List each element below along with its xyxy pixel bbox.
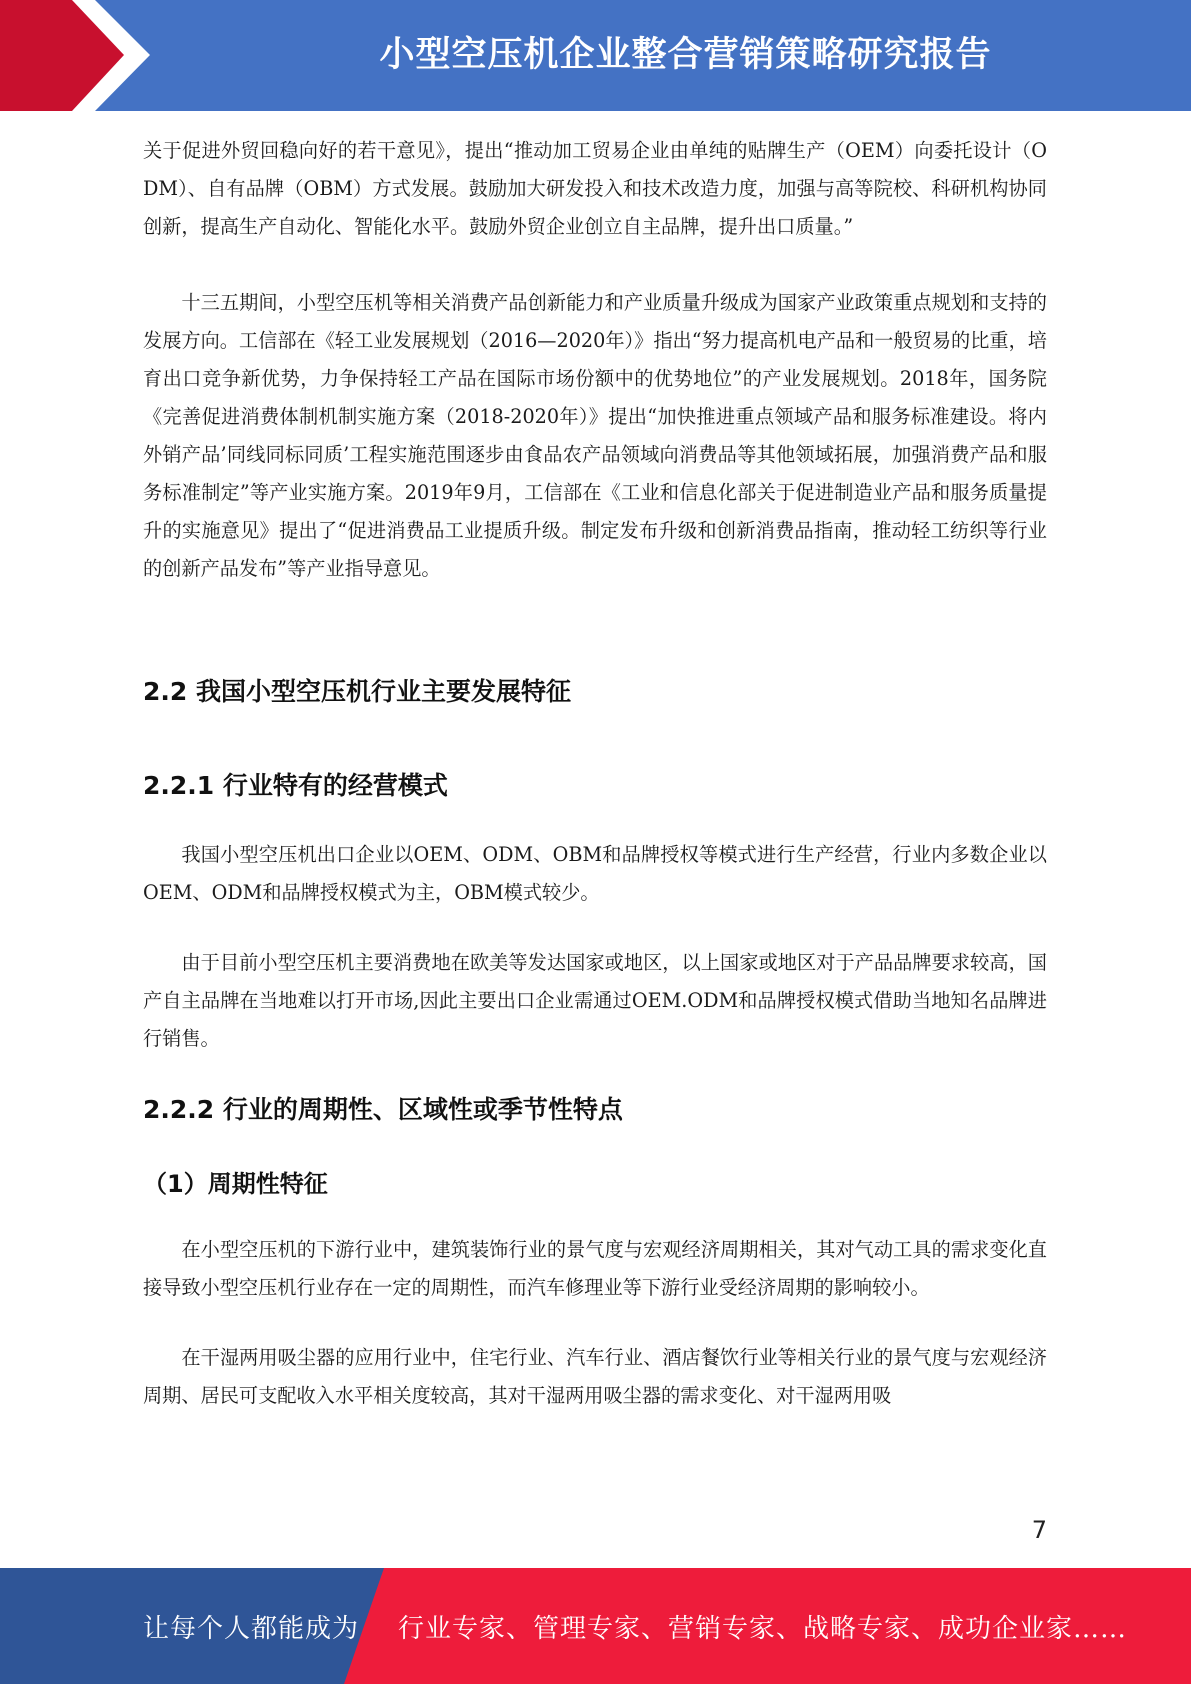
footer-slogan-right: 行业专家、管理专家、营销专家、战略专家、成功企业家…… (398, 1613, 1128, 1644)
report-title: 小型空压机企业整合营销策略研究报告 (379, 35, 992, 75)
paragraph: 十三五期间，小型空压机等相关消费产品创新能力和产业质量升级成为国家产业政策重点规划和支持的发展方向。工信部在《轻工业发展规划（2016—2020年）》指出“努力提高机电产品和一般贸易的比重，培育出口竞争新优势，力争保持轻工产品在国际市场份额中的优势地位”的产业发展规划。2018年，国务院《完善促进消费体制机制实施方案（2018-2020年）》提出“加快推进重点领域产品和服务标准建设。将内外销产品’同线同标同质’工程实施范围逐步由食品农产品领域向消费品等其他领域拓展，加强消费产品和服务标准制定”等产业实施方案。2019年9月，工信部在《工业和信息化部关于促进制造业产品和服务质量提升的实施意见》提出了“促进消费品工业提质升级。制定发布升级和创新消费品指南，推动轻工纺织等行业的创新产品发布”等产业指导意见。 (143, 291, 1047, 580)
footer-slogan-left: 让每个人都能成为 (143, 1613, 360, 1644)
subheading-cyclical: （1）周期性特征 (143, 1170, 328, 1198)
section-heading-2-2: 2.2 我国小型空压机行业主要发展特征 (143, 677, 571, 706)
page-content (143, 132, 1047, 1415)
paragraph: 在干湿两用吸尘器的应用行业中，住宅行业、汽车行业、酒店餐饮行业等相关行业的景气度与宏观经济周期、居民可支配收入水平相关度较高，其对干湿两用吸尘器的需求变化、对干湿两用吸 (143, 1346, 1047, 1407)
paragraph: 我国小型空压机出口企业以OEM、ODM、OBM和品牌授权等模式进行生产经营，行业内多数企业以OEM、ODM和品牌授权模式为主，OBM模式较少。 (143, 843, 1047, 904)
page-footer (0, 1568, 1191, 1684)
section-heading-2-2-2: 2.2.2 行业的周期性、区域性或季节性特点 (143, 1095, 623, 1124)
section-heading-2-2-1: 2.2.1 行业特有的经营模式 (143, 771, 448, 800)
page-number: 7 (1031, 1516, 1047, 1544)
page-header (0, 0, 1191, 111)
header-arrow-decoration (0, 0, 160, 111)
paragraph: 在小型空压机的下游行业中，建筑装饰行业的景气度与宏观经济周期相关，其对气动工具的需求变化直接导致小型空压机行业存在一定的周期性，而汽车修理业等下游行业受经济周期的影响较小。 (143, 1238, 1047, 1299)
paragraph: 由于目前小型空压机主要消费地在欧美等发达国家或地区，以上国家或地区对于产品品牌要求较高，国产自主品牌在当地难以打开市场,因此主要出口企业需通过OEM.ODM和品牌授权模式借助当地知名品牌进行销售。 (143, 951, 1047, 1050)
paragraph: 关于促进外贸回稳向好的若干意见》，提出“推动加工贸易企业由单纯的贴牌生产（OEM）向委托设计（ODM）、自有品牌（OBM）方式发展。鼓励加大研发投入和技术改造力度，加强与高等院校、科研机构协同创新，提高生产自动化、智能化水平。鼓励外贸企业创立自主品牌，提升出口质量。” (143, 139, 1047, 238)
